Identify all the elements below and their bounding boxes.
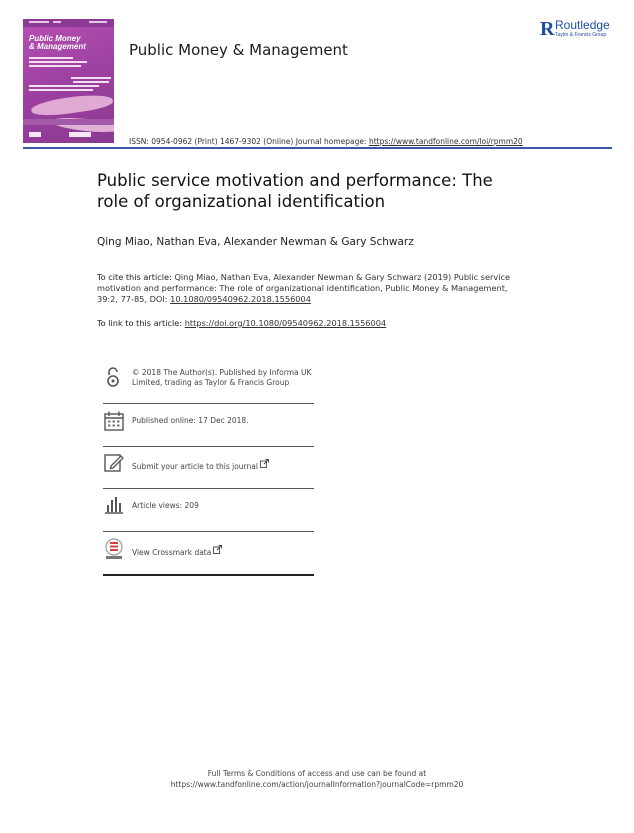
cover-title-line-1: Public Money (29, 34, 81, 43)
cover-wave-band (23, 119, 114, 125)
divider (103, 488, 314, 489)
journal-cover-image[interactable] (23, 19, 114, 143)
divider (103, 446, 314, 447)
article-authors: Qing Miao, Nathan Eva, Alexander Newman & Gary Schwarz (97, 236, 414, 248)
issn-text: ISSN: 0954-0962 (Print) 1467-9302 (Online) Journal homepage: (129, 137, 369, 146)
citation-block (97, 272, 527, 305)
routledge-logo[interactable] (540, 18, 620, 42)
article-views-row (103, 494, 314, 516)
open-access-lock-icon (103, 366, 125, 388)
journal-homepage-link[interactable]: https://www.tandfonline.com/loi/rpmm20 (368, 137, 523, 146)
journal-name-link[interactable]: Public Money & Management (129, 41, 348, 59)
link-label: To link to this article: (97, 318, 185, 328)
crossmark-row[interactable] (103, 538, 314, 562)
routledge-r-icon: R (540, 18, 555, 40)
footer-terms-url[interactable]: https://www.tandfonline.com/action/journalInformation?journalCode=rpmm20 (170, 780, 464, 789)
publisher-name: Routledge (555, 18, 610, 32)
divider (103, 574, 314, 576)
footer-terms-text: Full Terms & Conditions of access and use can be found at (207, 769, 427, 778)
cover-dolphin-graphic (30, 91, 113, 118)
citation-text: Qing Miao, Nathan Eva, Alexander Newman & Gary Schwarz (2019) Public service motivation and performance: The role of organizational identification, Public Money & Management, 39:2, 77-85, DOI: (97, 272, 511, 304)
crossmark-icon (103, 538, 125, 560)
doi-link[interactable]: 10.1080/09540962.2018.1556004 (170, 294, 311, 304)
open-access-row (103, 366, 314, 402)
cover-publisher-logos (29, 132, 109, 137)
submit-article-label[interactable]: Submit your article to this journal (132, 462, 258, 471)
edit-pencil-icon (103, 452, 125, 474)
bar-chart-icon (103, 494, 125, 516)
submit-article-row[interactable] (103, 452, 314, 474)
cover-title-line-2: & Management (29, 42, 86, 51)
article-views: Article views: 209 (132, 501, 199, 510)
cover-title (29, 35, 99, 51)
published-row (103, 410, 314, 432)
article-title: Public service motivation and performance: The role of organizational identification (97, 171, 493, 211)
license-text: © 2018 The Author(s). Published by Informa UK Limited, trading as Taylor & Francis Group (132, 368, 312, 387)
crossmark-link[interactable] (132, 545, 322, 558)
submit-article-link[interactable] (132, 459, 322, 472)
issn-line (129, 137, 523, 146)
citation-label: To cite this article: (97, 272, 172, 282)
divider (103, 403, 314, 404)
link-to-article (97, 318, 386, 328)
calendar-icon (103, 410, 125, 432)
divider (103, 531, 314, 532)
article-doi-url-link[interactable]: https://doi.org/10.1080/09540962.2018.1556004 (184, 318, 387, 328)
header-divider (23, 147, 612, 149)
published-date: Published online: 17 Dec 2018. (132, 416, 249, 425)
footer (0, 768, 634, 790)
crossmark-label[interactable]: View Crossmark data (132, 548, 212, 557)
cover-top-bar (23, 19, 114, 27)
publisher-tagline: Taylor & Francis Group (555, 32, 607, 38)
external-link-icon (260, 459, 269, 468)
external-link-icon (213, 545, 222, 554)
